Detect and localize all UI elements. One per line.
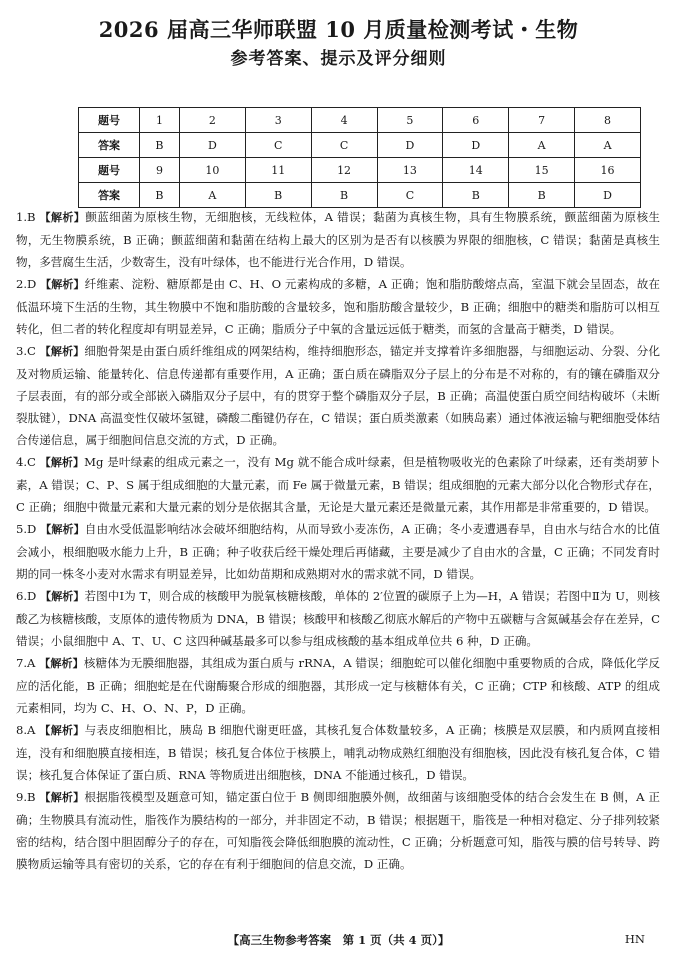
question-number: 8: [575, 108, 641, 133]
explanation-item: [16, 652, 660, 719]
row-label-question: 题号: [79, 158, 140, 183]
question-number: 11: [245, 158, 311, 183]
question-number: 2: [179, 108, 245, 133]
explanation-text: 与表皮细胞相比，胰岛 B 细胞代谢更旺盛，其核孔复合体数量较多，A 正确；核膜是双层膜，和内质网直接相连，没有和细胞膜直接相连，B 错误；核孔复合体位于核膜上，哺乳动物成熟红细胞没有细胞核，因此没有核孔复合体，C 错误；核孔复合体保证了蛋白质、RNA 等物质进出细胞核，DNA 不能通过核孔，D 错误。: [16, 723, 661, 782]
answer-cell: D: [443, 133, 509, 158]
explanation-item: [16, 273, 660, 340]
explanation-item: [16, 786, 660, 875]
answer-cell: B: [140, 183, 180, 208]
explanation-text: 自由水受低温影响结冰会破坏细胞结构，从而导致小麦冻伤，A 正确；冬小麦遭遇春旱，自由水与结合水的比值会减小，根细胞吸水能力上升，B 正确；种子收获后经干燥处理后再储藏，主要是减少了自由水的含量，C 正确；不同发育时期的同一株冬小麦对水需求有明显差异，比如幼苗期和成熟期对水的需求就不同，D 错误。: [16, 522, 661, 581]
answer-cell: B: [140, 133, 180, 158]
row-label-answer: 答案: [79, 133, 140, 158]
explanation-item: [16, 518, 660, 585]
analysis-tag: 【解析】: [40, 523, 85, 536]
item-number: 5.D: [16, 522, 37, 536]
region-code: HN: [624, 932, 645, 946]
question-number: 3: [245, 108, 311, 133]
table-row: [79, 183, 641, 208]
table-row: [79, 133, 641, 158]
answer-cell: D: [179, 133, 245, 158]
item-number: 4.C: [16, 455, 36, 469]
answer-cell: C: [245, 133, 311, 158]
analysis-tag: 【解析】: [39, 724, 85, 737]
row-label-question: 题号: [79, 108, 140, 133]
question-number: 10: [179, 158, 245, 183]
answer-table: [78, 107, 641, 208]
item-number: 9.B: [16, 790, 36, 804]
answer-cell: C: [377, 183, 443, 208]
answer-cell: C: [311, 133, 377, 158]
answer-cell: D: [575, 183, 641, 208]
page-footer: 【高三生物参考答案 第 1 页（共 4 页）】: [227, 933, 450, 947]
explanation-text: 核糖体为无膜细胞器，其组成为蛋白质与 rRNA，A 错误；细胞蛇可以催化细胞中重要物质的合成，降低化学反应的活化能，B 正确；细胞蛇是在代谢酶聚合形成的细胞器，其形成一定与核糖体有关，C 正确；CTP 和核酸、ATP 的组成元素相同，均为 C、H、O、N、P，D 正确。: [16, 656, 660, 715]
answer-cell: A: [575, 133, 641, 158]
explanation-text: 颤蓝细菌为原核生物，无细胞核，无线粒体，A 错误；黏菌为真核生物，具有生物膜系统，颤蓝细菌为原核生物，无生物膜系统，B 正确；颤蓝细菌和黏菌在结构上最大的区别为是否有以核膜为界限的细胞核，C 错误；黏菌是真核生物，多营腐生生活，少数寄生，没有叶绿体，也不能进行光合作用，D 错误。: [16, 210, 661, 269]
analysis-tag: 【解析】: [40, 278, 85, 291]
table-row: [79, 158, 641, 183]
question-number: 9: [140, 158, 180, 183]
item-number: 8.A: [16, 723, 36, 737]
question-number: 5: [377, 108, 443, 133]
question-number: 1: [140, 108, 180, 133]
explanation-item: [16, 206, 660, 273]
question-number: 14: [443, 158, 509, 183]
page-subtitle: 参考答案、提示及评分细则: [230, 49, 447, 69]
analysis-tag: 【解析】: [40, 590, 85, 603]
explanation-text: 纤维素、淀粉、糖原都是由 C、H、O 元素构成的多糖，A 正确；饱和脂肪酸熔点高，室温下就会呈固态，故在低温环境下生活的生物，其生物膜中不饱和脂肪酸的含量较多，饱和脂肪酸含量较少，B 正确；细胞中的糖类和脂肪可以相互转化，但二者的转化程度却有明显差异，C 正确；脂质分子中氧的含量远远低于糖类，而氢的含量高于糖类，D 错误。: [16, 277, 661, 336]
analysis-tag: 【解析】: [39, 345, 85, 358]
explanation-list: [16, 206, 660, 875]
explanation-text: Mg 是叶绿素的组成元素之一，没有 Mg 就不能合成叶绿素，但是植物吸收光的色素除了叶绿素，还有类胡萝卜素，A 错误；C、P、S 属于组成细胞的大量元素，而 Fe 属于微量元素，B 错误；组成细胞的元素大部分以化合物形式存在，C 正确；细胞中微量元素和大量元素的划分是依据其含量，无论是大量元素还是微量元素，其作用都是非常重要的，D 错误。: [16, 455, 661, 514]
analysis-tag: 【解析】: [39, 791, 85, 804]
question-number: 12: [311, 158, 377, 183]
answer-cell: A: [179, 183, 245, 208]
page-title: 2026 届高三华师联盟 10 月质量检测考试・生物: [98, 17, 579, 42]
explanation-text: 根据脂筏模型及题意可知，锚定蛋白位于 B 侧即细胞膜外侧，故细菌与该细胞受体的结合会发生在 B 侧，A 正确；生物膜具有流动性，脂筏作为膜结构的一部分，并非固定不动，B 错误；根据题干，脂筏是一种相对稳定、分子排列较紧密的结构，结合图中胆固醇分子的存在，可知脂筏会降低细胞膜的流动性，C 正确；分析题意可知，脂筏与膜的信号转导、跨膜物质运输等具有密切的关系，它的存在有利于细胞间的信息交流，D 正确。: [16, 790, 661, 871]
answer-cell: B: [443, 183, 509, 208]
table-row: [79, 108, 641, 133]
answer-cell: B: [245, 183, 311, 208]
question-number: 16: [575, 158, 641, 183]
question-number: 4: [311, 108, 377, 133]
item-number: 3.C: [16, 344, 36, 358]
answer-cell: A: [509, 133, 575, 158]
question-number: 6: [443, 108, 509, 133]
question-number: 7: [509, 108, 575, 133]
question-number: 13: [377, 158, 443, 183]
item-number: 6.D: [16, 589, 37, 603]
explanation-item: [16, 719, 660, 786]
analysis-tag: 【解析】: [39, 657, 84, 670]
analysis-tag: 【解析】: [39, 211, 86, 224]
analysis-tag: 【解析】: [39, 456, 85, 469]
explanation-item: [16, 340, 660, 451]
answer-cell: B: [311, 183, 377, 208]
question-number: 15: [509, 158, 575, 183]
row-label-answer: 答案: [79, 183, 140, 208]
answer-cell: D: [377, 133, 443, 158]
answer-cell: B: [509, 183, 575, 208]
explanation-item: [16, 585, 660, 652]
explanation-text: 细胞骨架是由蛋白质纤维组成的网架结构，维持细胞形态，锚定并支撑着许多细胞器，与细胞运动、分裂、分化及对物质运输、能量转化、信息传递都有重要作用，A 正确；蛋白质在磷脂双分子层上的分布是不对称的，有的镶在磷脂双分子层表面，有的部分或全部嵌入磷脂双分子层中，有的贯穿于整个磷脂双分子层，B 正确；高温使蛋白质空间结构破坏（未断裂肽键），DNA 高温变性仅破坏氢键，磷酸二酯键仍存在，C 错误；蛋白质类激素（如胰岛素）通过体液运输与靶细胞受体结合传递信息，属于细胞间信息交流的方式，D 正确。: [16, 344, 660, 447]
explanation-item: [16, 451, 660, 518]
item-number: 1.B: [16, 210, 36, 224]
item-number: 7.A: [16, 656, 36, 670]
item-number: 2.D: [16, 277, 37, 291]
explanation-text: 若图中Ⅰ为 T，则合成的核酸甲为脱氧核糖核酸，单体的 2′位置的碳原子上为—H，A 错误；若图中Ⅱ为 U，则核酸乙为核糖核酸，支原体的遗传物质为 DNA，B 错误；核酸甲和核酸乙彻底水解后的产物中五碳糖与含氮碱基会存在差异，C 错误；小鼠细胞中 A、T、U、C 这四种碱基最多可以参与组成核酸的基本组成单位共 6 种，D 正确。: [16, 589, 661, 648]
